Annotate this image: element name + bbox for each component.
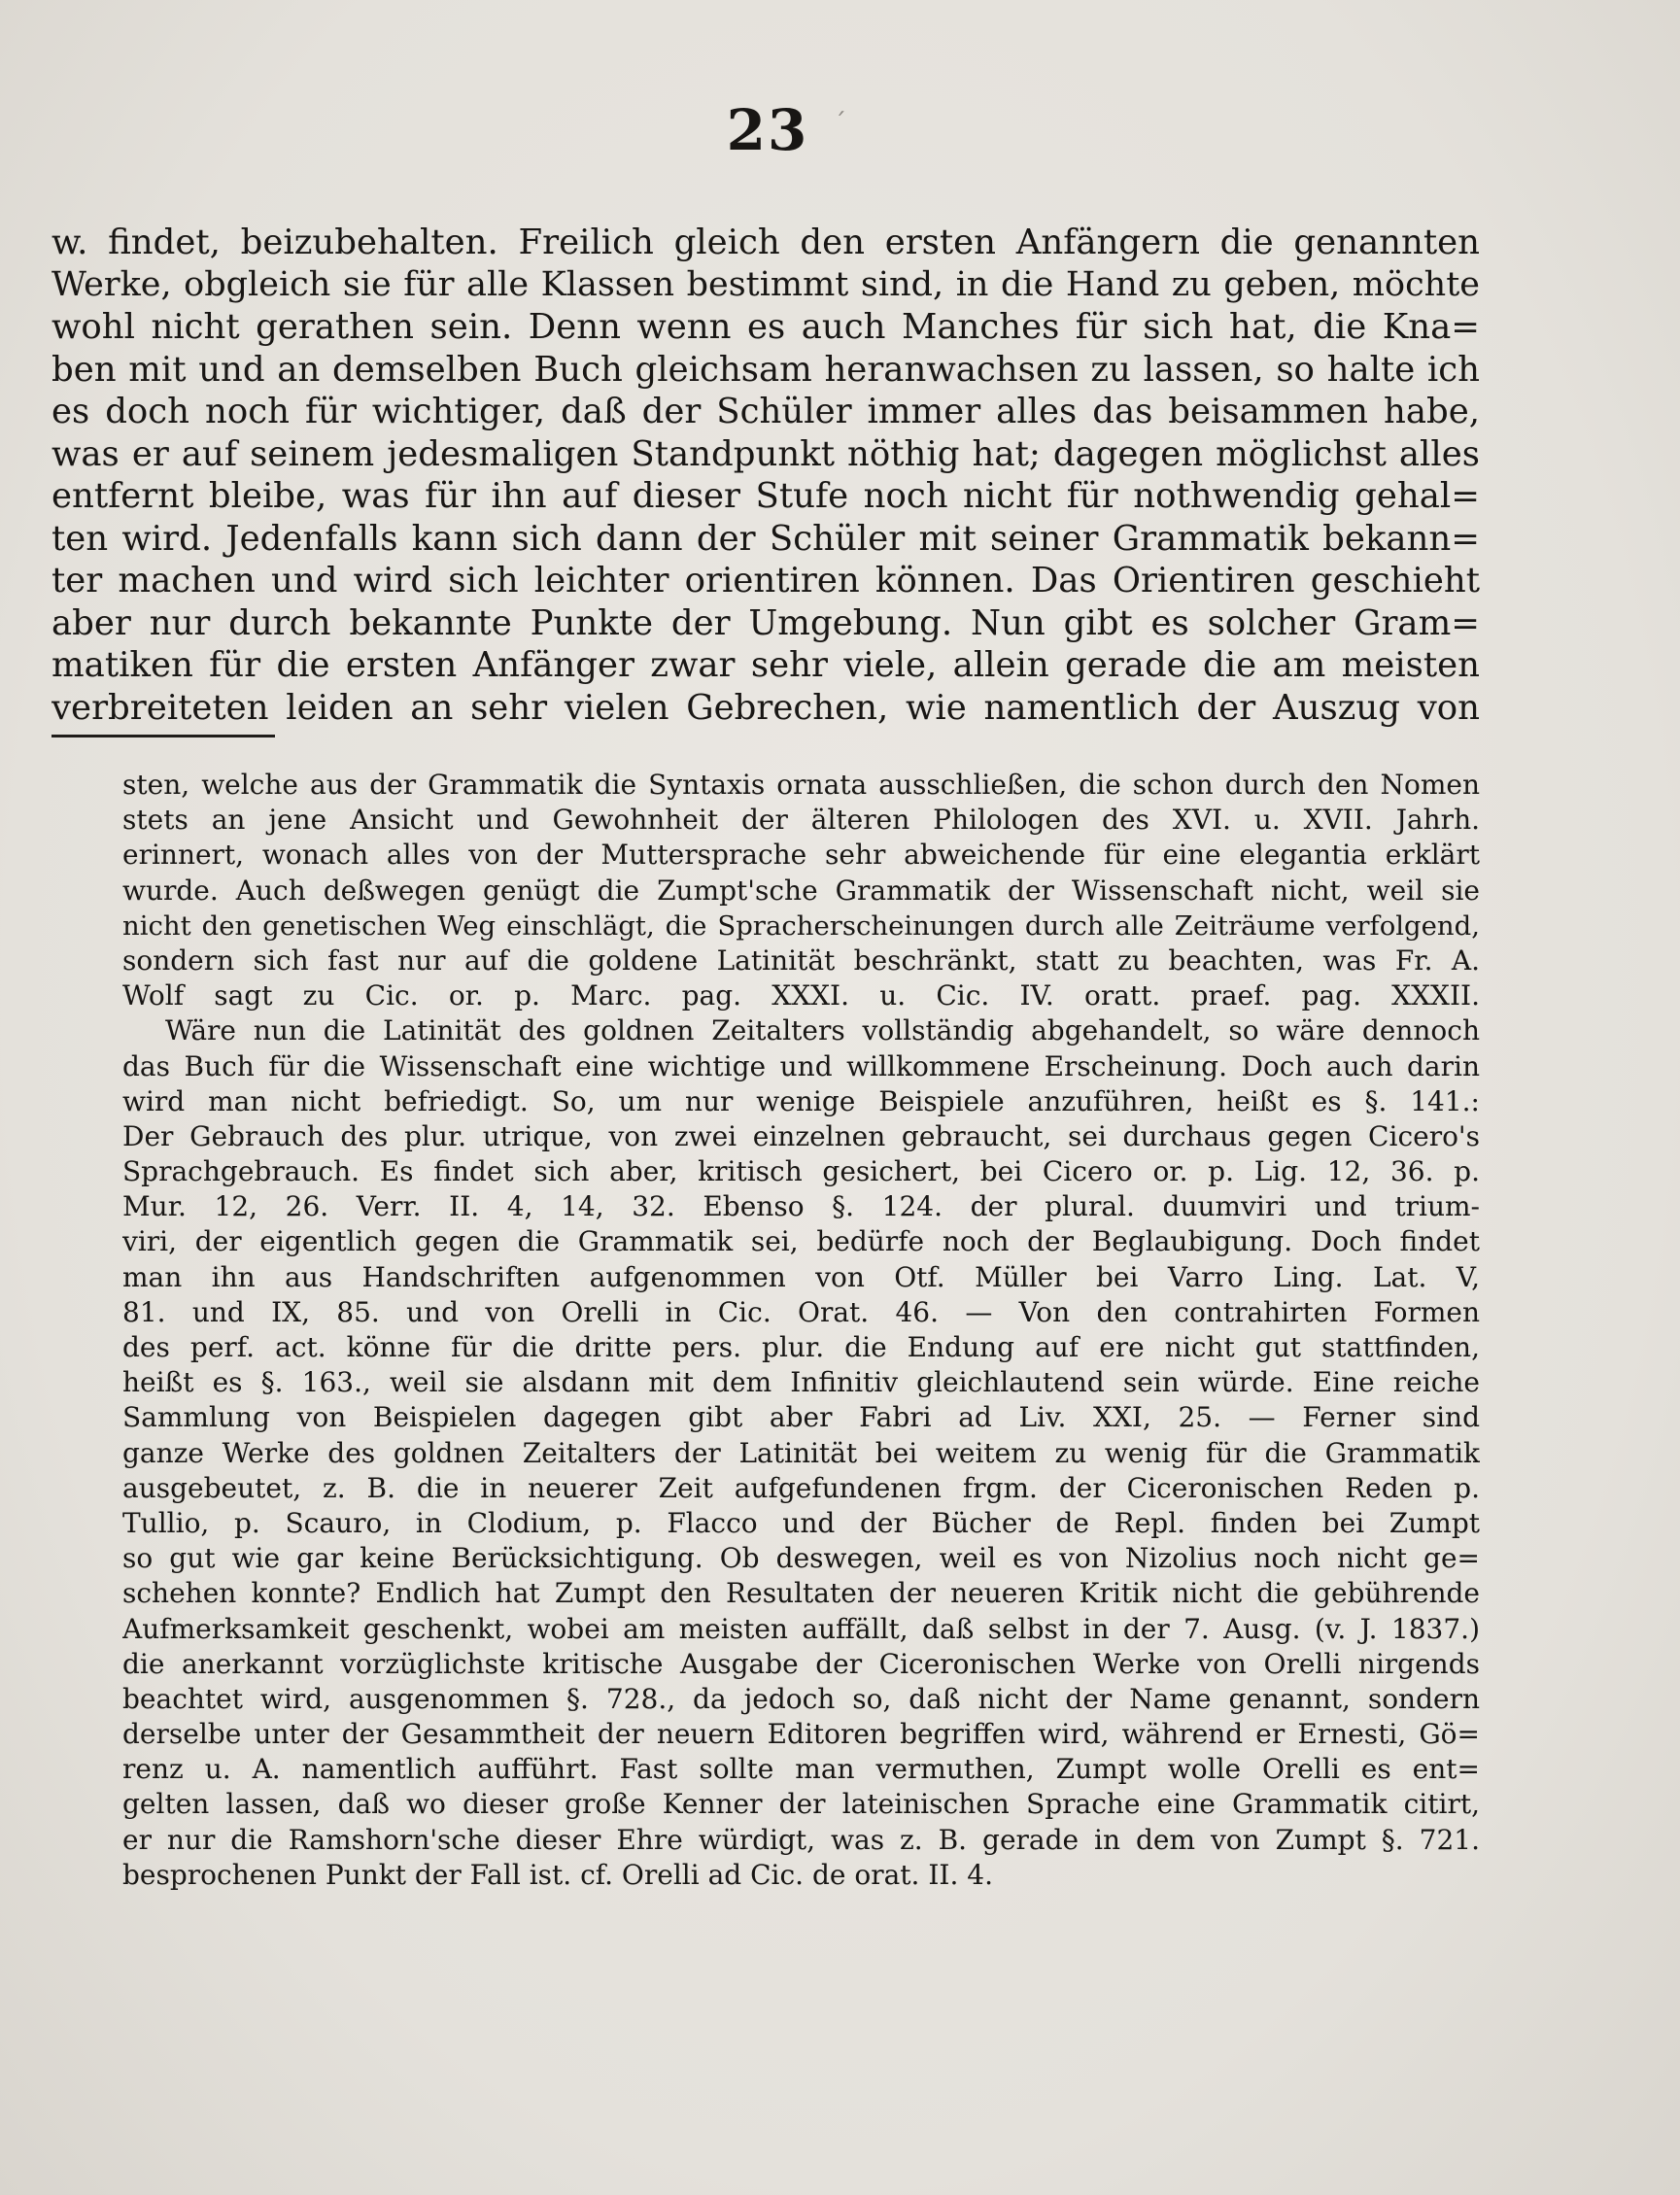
footnote-line: ganze Werke des goldnen Zeitalters der Latinität bei weitem zu wenig für die Grammatik <box>122 1436 1480 1469</box>
footnote-line: Mur. 12, 26. Verr. II. 4, 14, 32. Ebenso §. 124. der plural. duumviri und trium- <box>122 1190 1480 1223</box>
footnote-separator <box>51 735 275 737</box>
footnote-line: beachtet wird, ausgenommen §. 728., da jedoch so, daß nicht der Name genannt, sondern <box>122 1682 1480 1715</box>
footnote-line: gelten lassen, daß wo dieser große Kenner der lateinischen Sprache eine Grammatik citirt, <box>122 1788 1480 1821</box>
footnote-line: derselbe unter der Gesammtheit der neuern Editoren begriffen wird, während er Ernesti, Gö= <box>122 1718 1480 1751</box>
footnote-line: des perf. act. könne für die dritte pers. plur. die Endung auf ere nicht gut stattfinden, <box>122 1331 1480 1363</box>
footnote-line: das Buch für die Wissenschaft eine wichtige und willkommene Erscheinung. Doch auch darin <box>122 1049 1480 1082</box>
footnote-line: Wäre nun die Latinität des goldnen Zeitalters vollständig abgehandelt, so wäre dennoch <box>165 1014 1480 1047</box>
body-line: entfernt bleibe, was für ihn auf dieser Stufe noch nicht für nothwendig gehal= <box>51 476 1480 516</box>
footnote-line: erinnert, wonach alles von der Muttersprache sehr abweichende für eine elegantia erklärt <box>122 839 1480 872</box>
footnote-text <box>122 768 1480 1893</box>
footnote-line: 81. und IX, 85. und von Orelli in Cic. Orat. 46. — Von den contrahirten Formen <box>122 1295 1480 1328</box>
body-line: Werke, obgleich sie für alle Klassen bestimmt sind, in die Hand zu geben, möchte <box>51 264 1480 304</box>
body-line: es doch noch für wichtiger, daß der Schüler immer alles das beisammen habe, <box>51 392 1480 431</box>
body-line: aber nur durch bekannte Punkte der Umgebung. Nun gibt es solcher Gram= <box>51 602 1480 643</box>
footnote-line: heißt es §. 163., weil sie alsdann mit dem Infinitiv gleichlautend sein würde. Eine reiche <box>122 1366 1480 1399</box>
footnote-line: Tullio, p. Scauro, in Clodium, p. Flacco und der Bücher de Repl. finden bei Zumpt <box>122 1506 1480 1539</box>
body-line: ben mit und an demselben Buch gleichsam heranwachsen zu lassen, so halte ich <box>51 349 1480 390</box>
footnote-line: Wolf sagt zu Cic. or. p. Marc. pag. XXXI. u. Cic. IV. oratt. praef. pag. XXXII. <box>122 979 1480 1012</box>
body-line: wohl nicht gerathen sein. Denn wenn es auch Manches für sich hat, die Kna= <box>51 307 1480 347</box>
body-line: ten wird. Jedenfalls kann sich dann der Schüler mit seiner Grammatik bekann= <box>51 518 1480 559</box>
body-line: matiken für die ersten Anfänger zwar sehr viele, allein gerade die am meisten <box>51 645 1480 685</box>
body-text <box>51 222 1480 729</box>
footnote-line: Der Gebrauch des plur. utrique, von zwei einzelnen gebraucht, sei durchaus gegen Cicero's <box>122 1119 1480 1152</box>
footnote-line: ausgebeutet, z. B. die in neuerer Zeit aufgefundenen frgm. der Ciceronischen Reden p. <box>122 1471 1480 1504</box>
footnote-line: schehen konnte? Endlich hat Zumpt den Resultaten der neueren Kritik nicht die gebührende <box>122 1577 1480 1610</box>
body-line: ter machen und wird sich leichter orientiren können. Das Orientiren geschieht <box>51 561 1480 600</box>
footnote-line: man ihn aus Handschriften aufgenommen von Otf. Müller bei Varro Ling. Lat. V, <box>122 1260 1480 1293</box>
footnote-line: er nur die Ramshorn'sche dieser Ehre würdigt, was z. B. gerade in dem von Zumpt §. 721. <box>122 1823 1480 1856</box>
footnote-line: wird man nicht befriedigt. So, um nur wenige Beispiele anzuführen, heißt es §. 141.: <box>122 1084 1480 1117</box>
footnote-line: die anerkannt vorzüglichste kritische Ausgabe der Ciceronischen Werke von Orelli nirgends <box>122 1647 1480 1680</box>
footnote-line: stets an jene Ansicht und Gewohnheit der älteren Philologen des XVI. u. XVII. Jahrh. <box>122 804 1480 837</box>
body-line: was er auf seinem jedesmaligen Standpunkt nöthig hat; dagegen möglichst alles <box>51 433 1480 474</box>
body-line: verbreiteten leiden an sehr vielen Gebrechen, wie namentlich der Auszug von <box>51 687 1480 728</box>
footnote-line: wurde. Auch deßwegen genügt die Zumpt'sche Grammatik der Wissenschaft nicht, weil sie <box>122 874 1480 907</box>
footnote-line: nicht den genetischen Weg einschlägt, die Spracherscheinungen durch alle Zeiträume verfolgend, <box>122 909 1480 942</box>
footnote-line: sten, welche aus der Grammatik die Syntaxis ornata ausschließen, die schon durch den Nomen <box>122 769 1480 801</box>
footnote-line: viri, der eigentlich gegen die Grammatik sei, bedürfe noch der Beglaubigung. Doch findet <box>122 1225 1480 1258</box>
footnote-line: Aufmerksamkeit geschenkt, wobei am meisten auffällt, daß selbst in der 7. Ausg. (v. J. 1837.) <box>122 1612 1480 1645</box>
body-line: w. findet, beizubehalten. Freilich gleich den ersten Anfängern die genannten <box>51 223 1480 262</box>
footnote-line: sondern sich fast nur auf die goldene Latinität beschränkt, statt zu beachten, was Fr. A. <box>122 943 1480 977</box>
footnote-line: Sprachgebrauch. Es findet sich aber, kritisch gesichert, bei Cicero or. p. Lig. 12, 36. p. <box>122 1155 1480 1188</box>
footnote-line: besprochenen Punkt der Fall ist. cf. Orelli ad Cic. de orat. II. 4. <box>122 1858 993 1891</box>
footnote-line: so gut wie gar keine Berücksichtigung. Ob deswegen, weil es von Nizolius noch nicht ge= <box>122 1542 1480 1575</box>
page-number: 23 <box>726 97 809 163</box>
footnote-line: Sammlung von Beispielen dagegen gibt aber Fabri ad Liv. XXI, 25. — Ferner sind <box>122 1401 1480 1434</box>
page-number-mark: ´ <box>834 109 846 138</box>
footnote-line: renz u. A. namentlich aufführt. Fast sollte man vermuthen, Zumpt wolle Orelli es ent= <box>122 1753 1480 1786</box>
